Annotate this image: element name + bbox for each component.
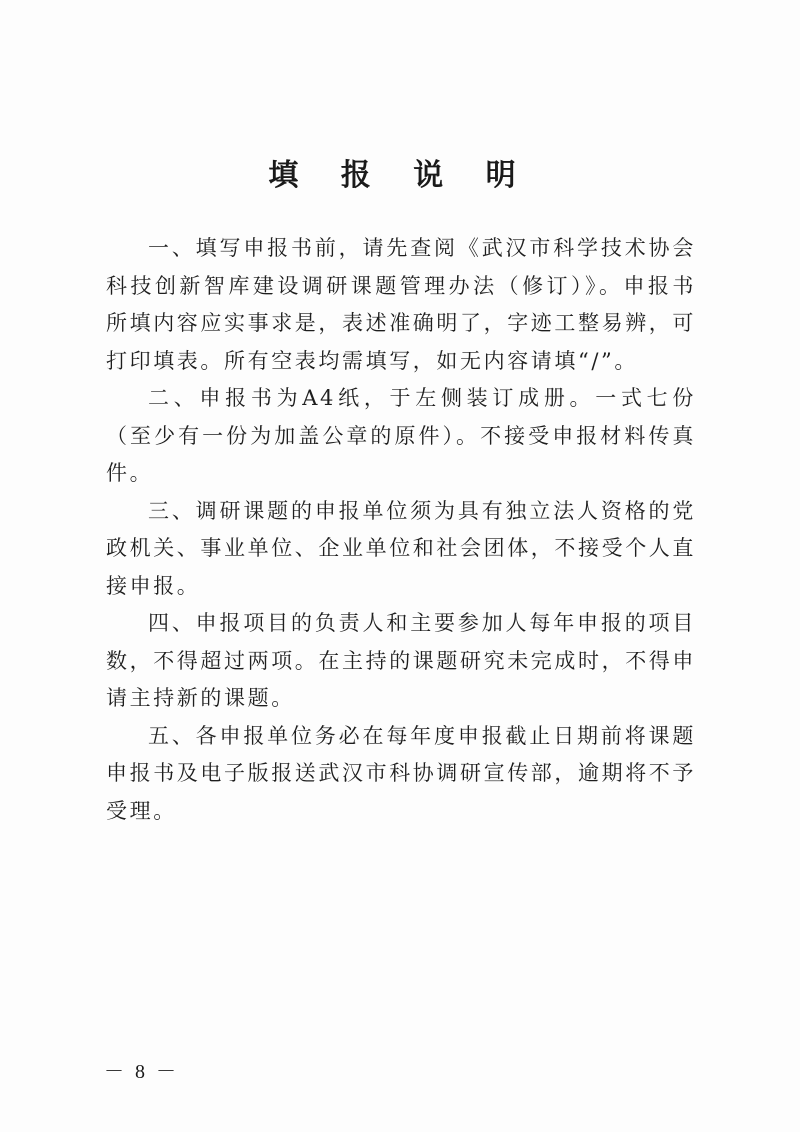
instruction-paragraph-3: 三、调研课题的申报单位须为具有独立法人资格的党政机关、事业单位、企业单位和社会团体，不接受个人直接申报。 bbox=[106, 498, 696, 598]
instructions-body bbox=[106, 230, 696, 830]
instruction-paragraph-1: 一、填写申报书前，请先查阅《武汉市科学技术协会科技创新智库建设调研课题管理办法（修订）》。申报书所填内容应实事求是，表述准确明了，字迹工整易辨，可打印填表。所有空表均需填写，如无内容请填“/”。 bbox=[106, 236, 696, 373]
page-title: 填 报 说 明 bbox=[268, 158, 532, 193]
instruction-paragraph-2: 二、申报书为A4纸，于左侧装订成册。一式七份（至少有一份为加盖公章的原件）。不接受申报材料传真件。 bbox=[106, 386, 696, 485]
page-number: － 8 － bbox=[104, 1061, 179, 1083]
instruction-paragraph-4: 四、申报项目的负责人和主要参加人每年申报的项目数，不得超过两项。在主持的课题研究未完成时，不得申请主持新的课题。 bbox=[106, 611, 696, 710]
instruction-paragraph-5: 五、各申报单位务必在每年度申报截止日期前将课题申报书及电子版报送武汉市科协调研宣传部，逾期将不予受理。 bbox=[106, 723, 696, 823]
